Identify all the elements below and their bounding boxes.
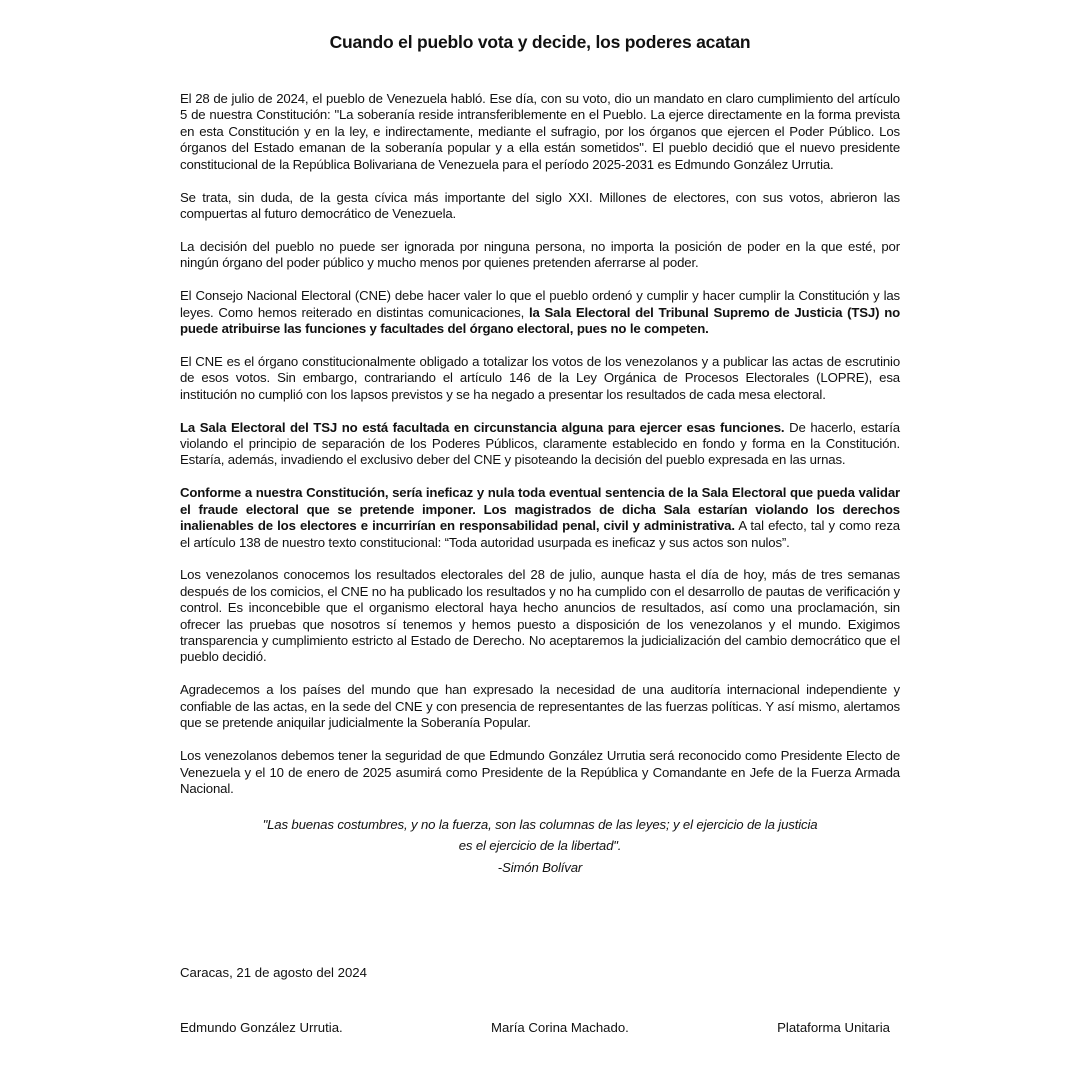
- paragraph-7-text: A tal efecto, tal y como reza el artículo 138 de nuestro texto constitucional: “Toda autoridad usurpada es ineficaz y sus actos son nulos”.: [180, 518, 900, 550]
- paragraph-10: Los venezolanos debemos tener la seguridad de que Edmundo González Urrutia será reconocido como Presidente Electo de Venezuela y el 10 de enero de 2025 asumirá como Presidente de la República y Comandante en Jefe de la Fuerza Armada Nacional.: [180, 748, 900, 796]
- paragraph-4: [180, 288, 900, 337]
- paragraph-4-bold-text: la Sala Electoral del Tribunal Supremo de Justicia (TSJ) no puede atribuirse las funciones y facultades del órgano electoral, pues no le competen.: [180, 304, 901, 336]
- bolivar-quote: [180, 814, 900, 856]
- signature-edmundo-gonzalez: Edmundo González Urrutia.: [180, 1020, 343, 1035]
- paragraph-6-bold-text: La Sala Electoral del TSJ no está facultada en circunstancia alguna para ejercer esas funciones.: [180, 419, 785, 435]
- quote-line-1: "Las buenas costumbres, y no la fuerza, son las columnas de las leyes; y el ejercicio de la justicia: [262, 816, 818, 832]
- paragraph-2: Se trata, sin duda, de la gesta cívica más importante del siglo XXI. Millones de electores, con sus votos, abrieron las compuertas al futuro democrático de Venezuela.: [180, 189, 900, 221]
- paragraph-6: [180, 420, 900, 469]
- paragraph-3: La decisión del pueblo no puede ser ignorada por ninguna persona, no importa la posición de poder en la que esté, por ningún órgano del poder público y mucho menos por quienes pretenden aferrarse al poder.: [180, 238, 900, 271]
- paragraph-9: Agradecemos a los países del mundo que han expresado la necesidad de una auditoría internacional independiente y confiable de las actas, en la sede del CNE y con presencia de representantes de las fuerzas políticas. Y así mismo, alertamos que se pretende aniquilar judicialmente la Soberanía Popular.: [180, 682, 900, 731]
- signature-plataforma-unitaria: Plataforma Unitaria: [777, 1020, 890, 1035]
- place-and-date: Caracas, 21 de agosto del 2024: [180, 965, 367, 980]
- paragraph-4-text: El Consejo Nacional Electoral (CNE) debe hacer valer lo que el pueblo ordenó y cumplir y hacer cumplir la Constitución y las leyes. Como hemos reiterado en distintas comunicaciones,: [180, 288, 900, 320]
- quote-author: -Simón Bolívar: [497, 859, 583, 875]
- signature-maria-corina-machado: María Corina Machado.: [491, 1020, 629, 1035]
- paragraph-7-bold-text: Conforme a nuestra Constitución, sería ineficaz y nula toda eventual sentencia de la Sala Electoral que pueda validar el fraude electoral que se pretende imponer. Los magistrados de dicha Sala estarían violando los derechos inalienables de los electores e incurrirían en responsabilidad penal, civil y administrativa.: [180, 485, 900, 534]
- document-title: Cuando el pueblo vota y decide, los poderes acatan: [329, 32, 751, 52]
- quote-line-2: es el ejercicio de la libertad".: [458, 837, 622, 853]
- paragraph-6-text: De hacerlo, estaría violando el principio de separación de los Poderes Públicos, claramente establecido en fondo y forma en la Constitución. Estaría, además, invadiendo el exclusivo deber del CNE y pisoteando la decisión del pueblo expresada en las urnas.: [180, 419, 900, 468]
- document-body: [180, 91, 900, 876]
- signatures: [180, 1020, 890, 1035]
- paragraph-5: El CNE es el órgano constitucionalmente obligado a totalizar los votos de los venezolanos y a publicar las actas de escrutinio de esos votos. Sin embargo, contrariando el artículo 146 de la Ley Orgánica de Procesos Electorales (LOPRE), esa institución no cumplió con los lapsos previstos y se ha negado a presentar los resultados de cada mesa electoral.: [180, 353, 900, 402]
- paragraph-1: El 28 de julio de 2024, el pueblo de Venezuela habló. Ese día, con su voto, dio un mandato en claro cumplimiento del artículo 5 de nuestra Constitución: "La soberanía reside intransferiblemente en el Pueblo. La ejerce directamente en la forma prevista en esta Constitución y en la ley, e indirectamente, mediante el sufragio, por los órganos que ejercen el Poder Público. Los órganos del Estado emanan de la soberanía popular y a ella están sometidos". El pueblo decidió que el nuevo presidente constitucional de la República Bolivariana de Venezuela para el período 2025-2031 es Edmundo González Urrutia.: [180, 91, 900, 172]
- paragraph-8: Los venezolanos conocemos los resultados electorales del 28 de julio, aunque hasta el día de hoy, más de tres semanas después de los comicios, el CNE no ha publicado los resultados y no ha cumplido con el desarrollo de pautas de verificación y control. Es inconcebible que el organismo electoral haya hecho anuncios de resultados, así como una proclamación, sin ofrecer las pruebas que nosotros sí tenemos y hemos puesto a disposición de los venezolanos y el mundo. Exigimos transparencia y cumplimiento estricto al Estado de Derecho. No aceptaremos la judicialización del cambio democrático que el pueblo decidió.: [180, 567, 900, 665]
- paragraph-7: [180, 485, 900, 551]
